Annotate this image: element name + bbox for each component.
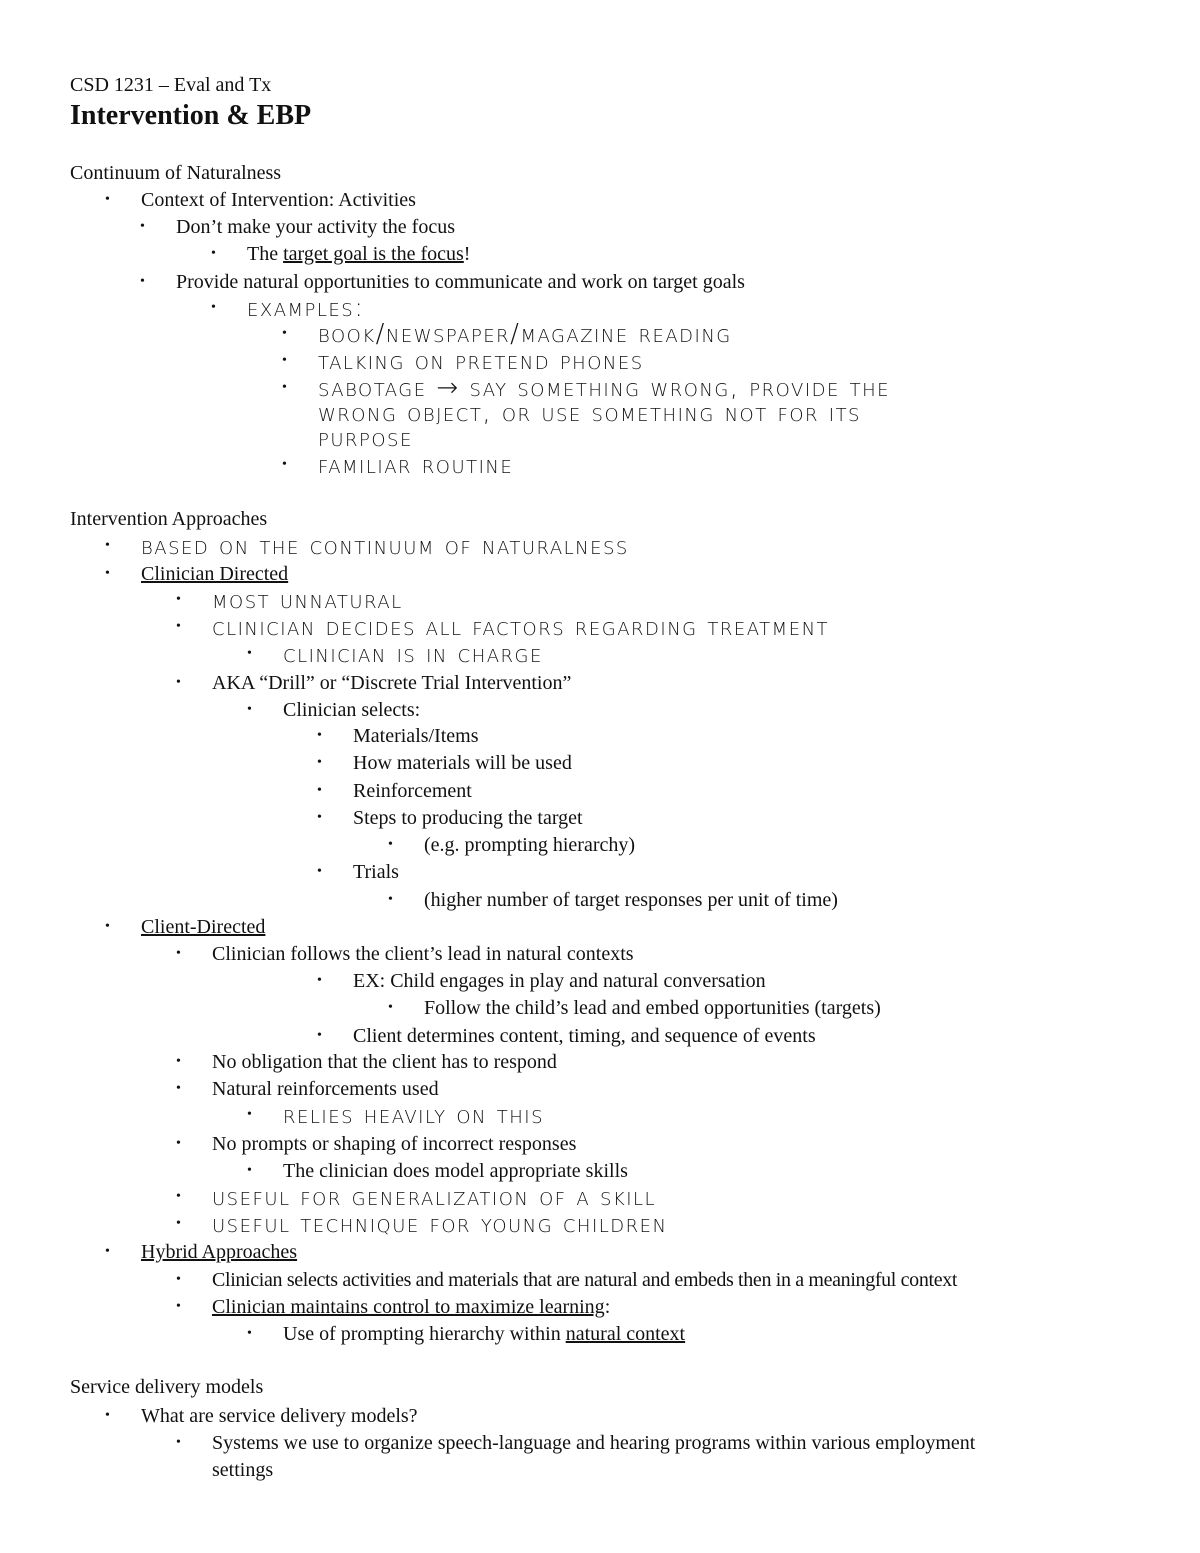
underlined-text: Clinician maintains control to maximize learning — [212, 1296, 605, 1318]
bullet: • — [176, 1054, 181, 1069]
bullet: • — [282, 353, 287, 368]
list-item — [105, 1240, 298, 1264]
list-item: • The target goal is the focus! — [211, 243, 471, 265]
bullet: • — [388, 892, 393, 907]
bullet: • — [176, 1081, 181, 1096]
bullet: • — [176, 592, 181, 607]
bullet: • — [247, 1163, 252, 1178]
section-heading-service: Service delivery models — [70, 1376, 264, 1398]
list-item: • Clinician maintains control to maximize learning: — [176, 1296, 611, 1318]
bullet: • — [176, 1216, 181, 1231]
bullet: • — [105, 192, 110, 207]
list-item: • Materials/Items — [317, 725, 479, 747]
list-item: • Clinician selects activities and materials that are natural and embeds then in a meaningful context — [176, 1269, 958, 1291]
section-heading-continuum: Continuum of Naturalness — [70, 162, 282, 184]
underlined-text: Hybrid Approaches — [141, 1241, 298, 1263]
list-item: • examples: — [211, 293, 365, 323]
list-item: • clinician decides all factors regarding treatment — [176, 612, 830, 642]
list-item: • book/newspaper/magazine reading — [282, 319, 732, 349]
list-item: • useful for generalization of a skill — [176, 1182, 657, 1212]
bullet: • — [176, 946, 181, 961]
list-item: • No prompts or shaping of incorrect responses — [176, 1133, 577, 1155]
underlined-text: natural context — [565, 1323, 686, 1345]
bullet: • — [176, 1136, 181, 1151]
list-item: • clinician is in charge — [247, 639, 543, 669]
list-item: • Trials — [317, 861, 399, 883]
list-item: • EX: Child engages in play and natural conversation — [317, 970, 766, 992]
list-item: • Steps to producing the target — [317, 807, 583, 829]
list-item — [105, 915, 266, 939]
bullet: • — [105, 566, 110, 581]
bullet: • — [317, 1028, 322, 1043]
list-item: • (e.g. prompting hierarchy) — [388, 834, 636, 856]
list-item: • Use of prompting hierarchy within natural context — [247, 1323, 686, 1345]
list-item: • Don’t make your activity the focus — [140, 216, 456, 238]
bullet: • — [317, 755, 322, 770]
list-item: • What are service delivery models? — [105, 1405, 418, 1427]
underlined-text: target goal is the focus — [283, 243, 464, 265]
bullet: • — [105, 538, 110, 553]
bullet: • — [105, 1408, 110, 1423]
bullet: • — [176, 1272, 181, 1287]
bullet: • — [247, 702, 252, 717]
underlined-text: Clinician Directed — [141, 563, 289, 585]
list-item: • How materials will be used — [317, 752, 572, 774]
bullet: • — [176, 1189, 181, 1204]
list-item: • relies heavily on this — [247, 1100, 545, 1130]
bullet: • — [317, 810, 322, 825]
bullet: • — [105, 1244, 110, 1259]
list-item: • Follow the child’s lead and embed opportunities (targets) — [388, 997, 881, 1019]
bullet: • — [211, 246, 216, 261]
list-item: • Reinforcement — [317, 780, 472, 802]
list-item: • The clinician does model appropriate skills — [247, 1160, 628, 1182]
bullet: • — [317, 783, 322, 798]
list-item-continuation: settings — [212, 1459, 274, 1481]
bullet: • — [317, 864, 322, 879]
bullet: • — [388, 1000, 393, 1015]
list-item: • Clinician follows the client’s lead in natural contexts — [176, 943, 634, 965]
bullet: • — [211, 300, 216, 315]
list-item: • useful technique for young children — [176, 1209, 668, 1239]
list-item: • talking on pretend phones — [282, 346, 644, 376]
list-item: • Natural reinforcements used — [176, 1078, 439, 1100]
bullet: • — [247, 1107, 252, 1122]
list-item: • Client determines content, timing, and sequence of events — [317, 1025, 816, 1047]
bullet: • — [247, 646, 252, 661]
page-title: Intervention & EBP — [70, 100, 312, 131]
list-item: • (higher number of target responses per unit of time) — [388, 889, 838, 911]
list-item: • Provide natural opportunities to communicate and work on target goals — [140, 271, 745, 293]
list-item-continuation: purpose — [318, 423, 413, 453]
bullet: • — [176, 675, 181, 690]
list-item: • sabotage → say something wrong, provide the — [282, 373, 891, 403]
bullet: • — [140, 274, 145, 289]
bullet: • — [140, 219, 145, 234]
list-item: • No obligation that the client has to respond — [176, 1051, 557, 1073]
list-item-continuation: wrong object, or use something not for its — [318, 398, 861, 428]
bullet: • — [388, 837, 393, 852]
list-item: • familiar routine — [282, 450, 514, 480]
list-item: • Context of Intervention: Activities — [105, 189, 416, 211]
bullet: • — [317, 973, 322, 988]
list-item: • based on the continuum of naturalness — [105, 531, 629, 561]
list-item: • Systems we use to organize speech-language and hearing programs within various employment — [176, 1432, 976, 1454]
list-item: • most unnatural — [176, 585, 403, 615]
list-item: • Clinician selects: — [247, 699, 421, 721]
bullet: • — [317, 728, 322, 743]
underlined-text: Client-Directed — [141, 916, 266, 938]
bullet: • — [282, 380, 287, 395]
bullet: • — [176, 1299, 181, 1314]
list-item: • AKA “Drill” or “Discrete Trial Intervention” — [176, 672, 572, 694]
bullet: • — [247, 1326, 252, 1341]
bullet: • — [105, 919, 110, 934]
bullet: • — [176, 619, 181, 634]
section-heading-approaches: Intervention Approaches — [70, 508, 268, 530]
course-label: CSD 1231 – Eval and Tx — [70, 74, 272, 96]
bullet: • — [282, 457, 287, 472]
bullet: • — [176, 1435, 181, 1450]
bullet: • — [282, 326, 287, 341]
list-item — [105, 562, 289, 586]
